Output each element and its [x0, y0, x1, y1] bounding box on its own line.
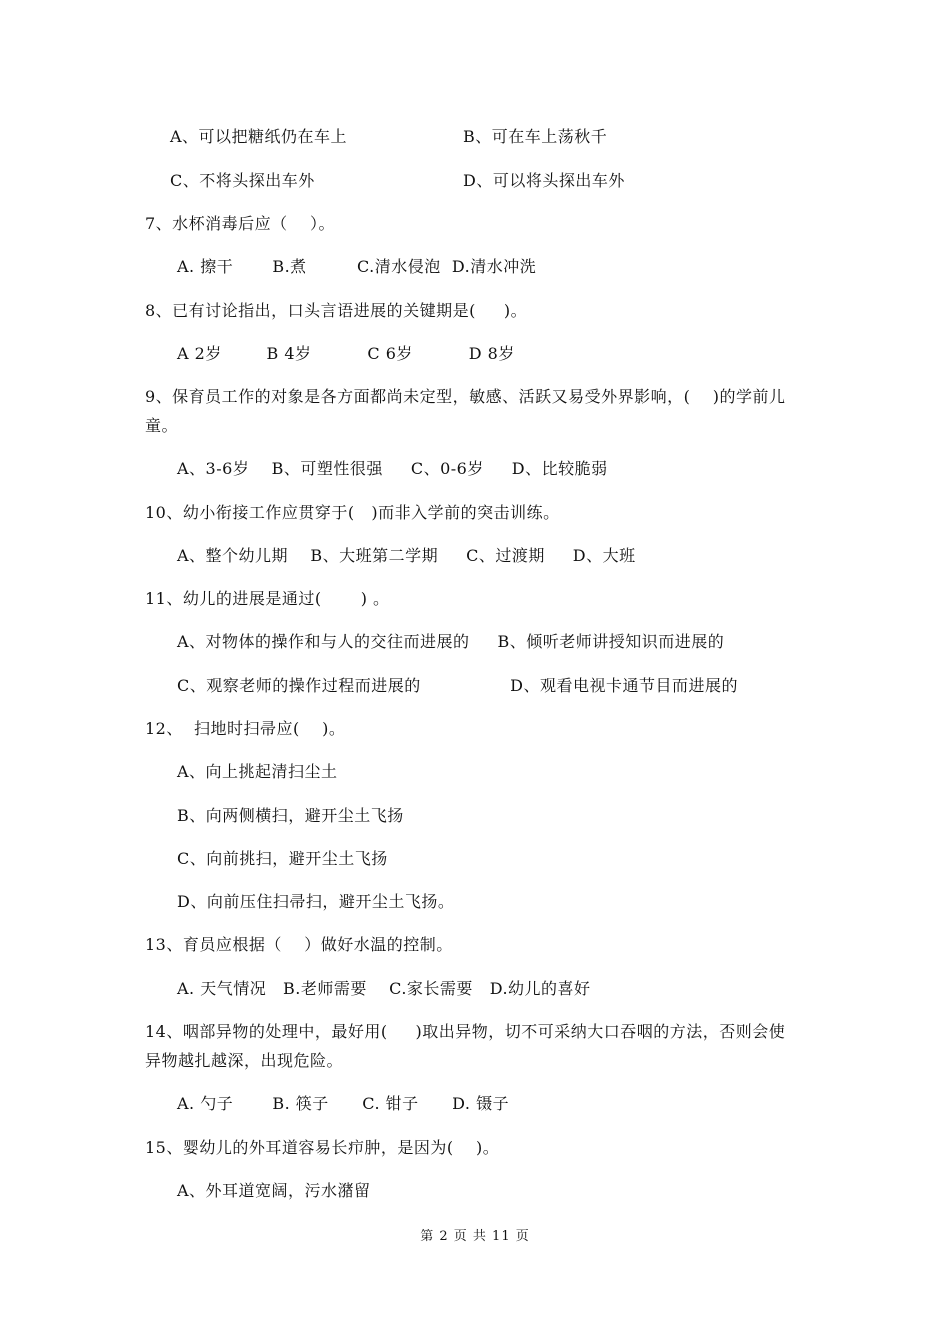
q14-question-line1: 14、咽部异物的处理中，最好用( )取出异物，切不可采纳大口吞咽的方法，否则会使	[145, 1022, 786, 1041]
q10-options: A、整个幼儿期 B、大班第二学期 C、过渡期 D、大班	[177, 546, 636, 565]
q13-options: A. 天气情况 B.老师需要 C.家长需要 D.幼儿的喜好	[177, 979, 591, 998]
q6-option-a: A、可以把糖纸仍在车上	[170, 127, 348, 146]
q11-options-cd: C、观察老师的操作过程而进展的 D、观看电视卡通节目而进展的	[177, 676, 738, 695]
q6-option-d: D、可以将头探出车外	[463, 171, 625, 190]
q8-question: 8、已有讨论指出，口头言语进展的关键期是( )。	[145, 301, 528, 320]
q6-option-c: C、不将头探出车外	[170, 171, 315, 190]
q7-question: 7、水杯消毒后应（ ）。	[145, 214, 336, 233]
q8-options: A 2岁 B 4岁 C 6岁 D 8岁	[177, 344, 515, 363]
page-number-footer: 第 2 页 共 11 页	[420, 1229, 530, 1244]
q10-question: 10、幼小衔接工作应贯穿于( )而非入学前的突击训练。	[145, 503, 560, 522]
q12-option-c: C、向前挑扫，避开尘土飞扬	[177, 849, 388, 868]
q12-option-d: D、向前压住扫帚扫，避开尘土飞扬。	[177, 892, 455, 911]
q12-option-a: A、向上挑起清扫尘土	[177, 762, 338, 781]
q15-option-a: A、外耳道宽阔，污水潴留	[177, 1181, 371, 1200]
q9-options: A、3-6岁 B、可塑性很强 C、0-6岁 D、比较脆弱	[177, 459, 608, 478]
q12-question: 12、 扫地时扫帚应( )。	[145, 719, 346, 738]
q15-question: 15、婴幼儿的外耳道容易长疖肿，是因为( )。	[145, 1138, 500, 1157]
q14-options: A. 勺子 B. 筷子 C. 钳子 D. 镊子	[177, 1094, 510, 1113]
q9-question-line1: 9、保育员工作的对象是各方面都尚未定型，敏感、活跃又易受外界影响，( )的学前儿	[145, 387, 786, 406]
q12-option-b: B、向两侧横扫，避开尘土飞扬	[177, 806, 404, 825]
q7-options: A. 擦干 B.煮 C.清水侵泡 D.清水冲洗	[177, 257, 537, 276]
q6-option-b: B、可在车上荡秋千	[463, 127, 608, 146]
q14-question-line2: 异物越扎越深，出现危险。	[145, 1051, 344, 1070]
q11-options-ab: A、对物体的操作和与人的交往而进展的 B、倾听老师讲授知识而进展的	[177, 632, 725, 651]
q9-question-line2: 童。	[145, 416, 179, 435]
q11-question: 11、幼儿的进展是通过( ) 。	[145, 589, 390, 608]
q13-question: 13、育员应根据（ ）做好水温的控制。	[145, 935, 453, 954]
